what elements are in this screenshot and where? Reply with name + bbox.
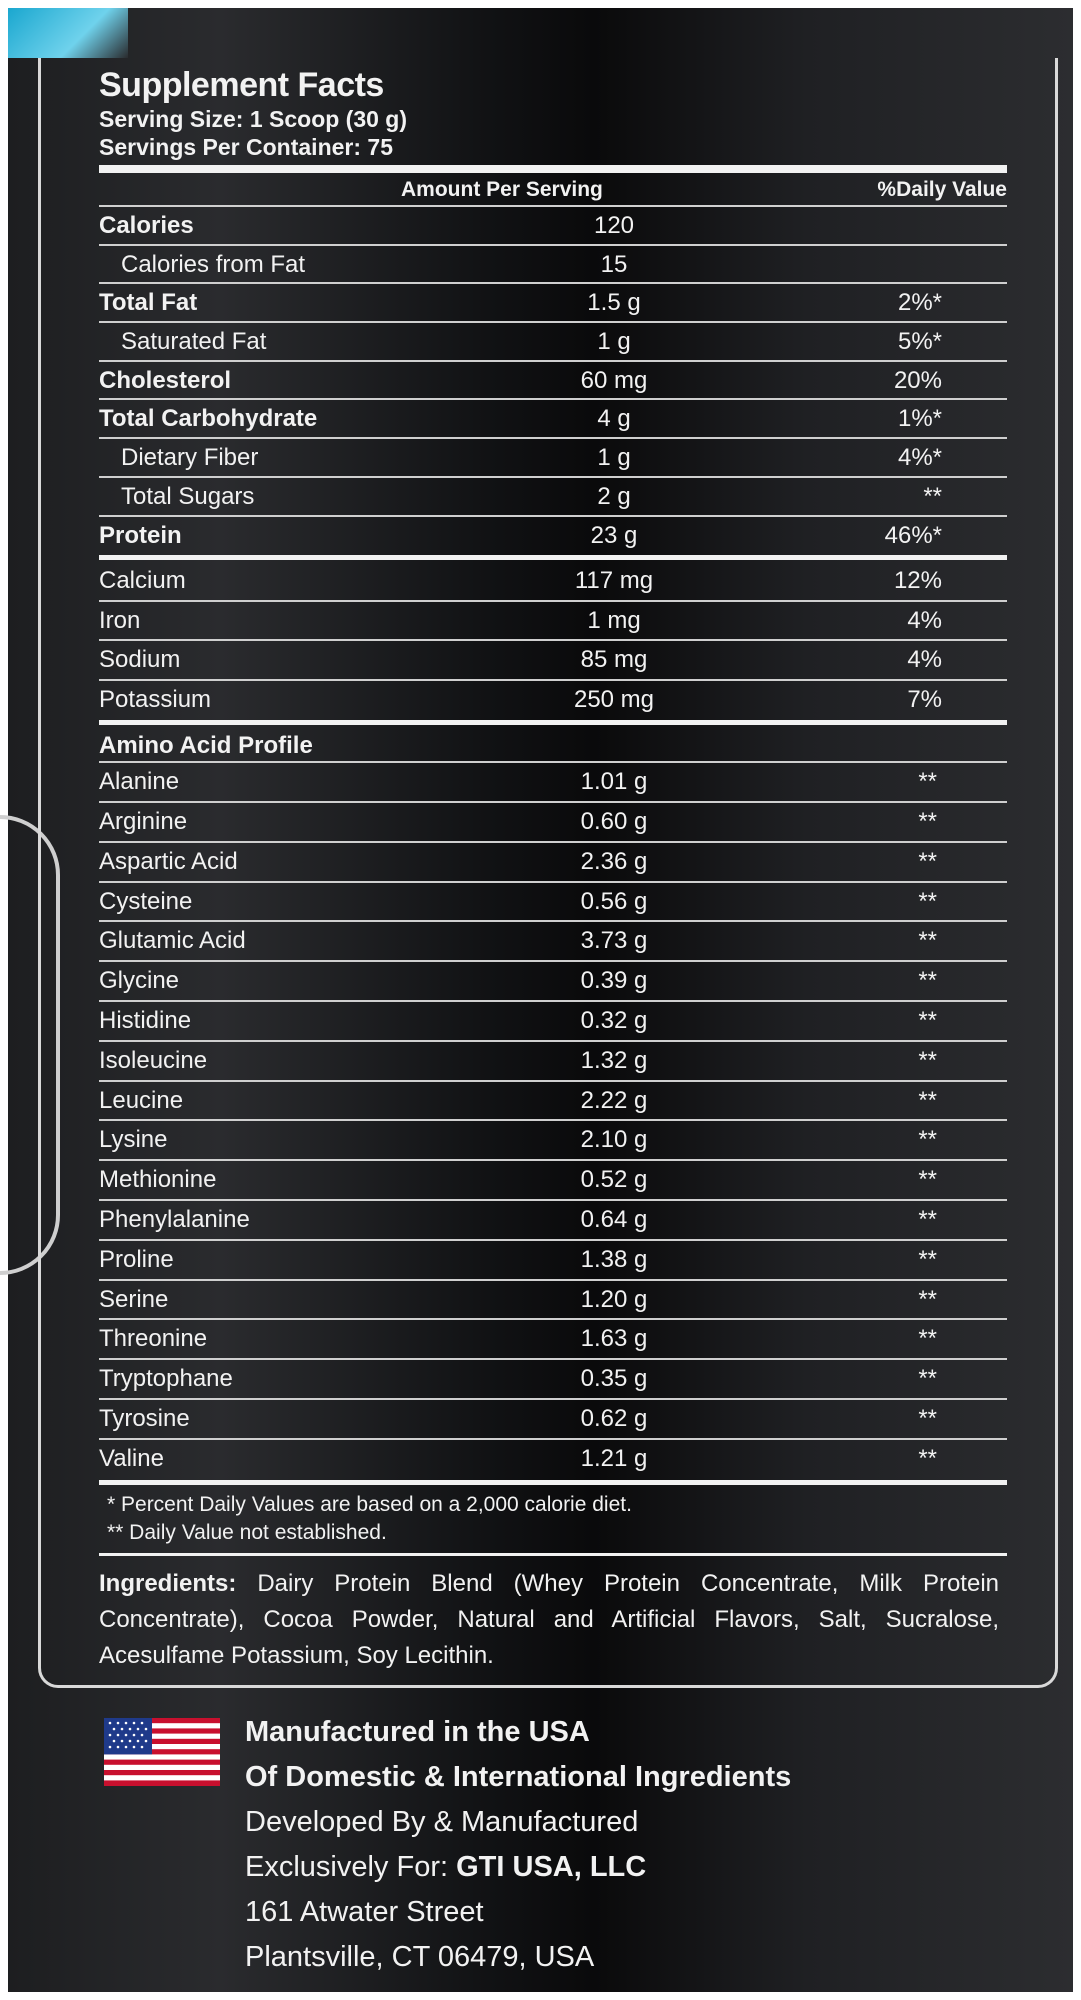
mineral-dv: 12% [893, 567, 942, 595]
amino-amount: 1.32 g [580, 1046, 648, 1074]
nutrient-dv: 1%* [897, 405, 942, 433]
nutrient-name: Total Sugars [121, 482, 255, 510]
amino-dv: ** [918, 807, 937, 835]
amino-row [99, 1360, 1007, 1400]
mineral-name: Potassium [99, 685, 212, 713]
mineral-name: Iron [99, 606, 141, 634]
amino-name: Leucine [99, 1086, 184, 1114]
mineral-amount: 250 mg [573, 685, 655, 713]
mineral-amount: 85 mg [580, 646, 648, 674]
thick-rule [99, 165, 1007, 173]
nutrient-name: Calories [99, 212, 194, 239]
amino-dv: ** [918, 1205, 937, 1233]
medium-rule [99, 1480, 1007, 1485]
nutrient-dv: 5%* [897, 328, 942, 356]
domestic-international: Of Domestic & International Ingredients [245, 1761, 792, 1793]
amino-name: Glutamic Acid [99, 927, 246, 955]
amino-name: Valine [99, 1444, 164, 1472]
ingredients [99, 1566, 999, 1674]
nutrient-amount: 1.5 g [587, 289, 641, 317]
nutrient-amount: 23 g [590, 521, 638, 549]
nutrient-row [99, 439, 1007, 478]
amino-amount: 2.36 g [580, 847, 648, 875]
nutrient-dv: 2%* [897, 289, 942, 317]
mineral-row [99, 602, 1007, 642]
nutrient-name: Total Carbohydrate [99, 405, 318, 433]
nutrient-amount: 15 [600, 250, 628, 278]
nutrient-name: Saturated Fat [121, 328, 267, 356]
amino-name: Lysine [99, 1126, 168, 1154]
amino-name: Alanine [99, 768, 180, 796]
amino-amount: 1.63 g [580, 1325, 648, 1353]
amino-row [99, 1320, 1007, 1360]
amino-row [99, 1042, 1007, 1082]
amino-name: Tyrosine [99, 1404, 190, 1432]
amino-dv: ** [918, 1166, 937, 1194]
dv-not-established-footnote: ** Daily Value not established. [107, 1520, 387, 1544]
nutrient-name: Protein [99, 521, 182, 549]
nutrient-amount: 4 g [597, 405, 631, 433]
exclusively-for-prefix: Exclusively For: [245, 1851, 457, 1883]
amino-dv: ** [918, 847, 937, 875]
mineral-name: Sodium [99, 646, 181, 674]
servings-per-container: Servings Per Container: 75 [99, 134, 393, 160]
amino-amount: 0.39 g [580, 967, 648, 995]
serving-size: Serving Size: 1 Scoop (30 g) [99, 106, 408, 132]
amino-dv: ** [918, 927, 937, 955]
amino-row [99, 1121, 1007, 1161]
amino-dv: ** [918, 1046, 937, 1074]
amino-amount: 1.01 g [580, 768, 648, 796]
amino-dv: ** [918, 887, 937, 915]
nutrient-row [99, 517, 1007, 554]
nutrient-amount: 60 mg [580, 366, 648, 394]
amino-dv: ** [918, 1006, 937, 1034]
amino-row [99, 1241, 1007, 1281]
amino-row [99, 962, 1007, 1002]
amino-name: Serine [99, 1285, 169, 1313]
amino-name: Tryptophane [99, 1365, 233, 1393]
label-artwork-edge [8, 8, 128, 58]
amino-row [99, 1400, 1007, 1440]
manufacturer-info [245, 1710, 791, 1980]
amino-row [99, 883, 1007, 923]
street-address: 161 Atwater Street [245, 1896, 484, 1928]
amino-row [99, 803, 1007, 843]
amino-amount: 0.52 g [580, 1166, 648, 1194]
mineral-row [99, 562, 1007, 602]
amino-name: Phenylalanine [99, 1205, 250, 1233]
amino-amount: 2.22 g [580, 1086, 648, 1114]
ingredients-label: Ingredients: [99, 1569, 237, 1597]
nutrient-amount: 2 g [597, 482, 631, 510]
percent-dv-footnote: * Percent Daily Values are based on a 2,000 calorie diet. [107, 1492, 632, 1516]
amino-row [99, 922, 1007, 962]
amino-amount: 1.21 g [580, 1444, 648, 1472]
amino-name: Histidine [99, 1006, 192, 1034]
medium-rule [99, 555, 1007, 560]
amino-row [99, 763, 1007, 803]
nutrient-name: Calories from Fat [121, 250, 306, 278]
nutrient-row [99, 246, 1007, 285]
amino-name: Aspartic Acid [99, 847, 238, 875]
nutrient-name: Total Fat [99, 289, 198, 317]
amount-per-serving-header: Amount Per Serving [401, 178, 603, 201]
nutrient-row [99, 207, 1007, 246]
nutrient-amount: 1 g [597, 444, 631, 472]
mineral-dv: 7% [907, 685, 942, 713]
amino-row [99, 1440, 1007, 1478]
amino-name: Methionine [99, 1166, 217, 1194]
amino-amount: 1.20 g [580, 1285, 648, 1313]
nutrient-row [99, 362, 1007, 401]
amino-amount: 0.60 g [580, 807, 648, 835]
amino-row [99, 1161, 1007, 1201]
nutrient-name: Dietary Fiber [121, 444, 259, 472]
developed-by: Developed By & Manufactured [245, 1806, 639, 1838]
footnotes [99, 1491, 1007, 1547]
made-in-usa: Manufactured in the USA [245, 1716, 590, 1748]
amino-name: Threonine [99, 1325, 208, 1353]
amino-amount: 3.73 g [580, 927, 648, 955]
amino-amount: 0.62 g [580, 1404, 648, 1432]
amino-amount: 0.32 g [580, 1006, 648, 1034]
mineral-amount: 1 mg [587, 606, 641, 634]
nutrient-name: Cholesterol [99, 366, 232, 394]
nutrient-dv: 4%* [897, 444, 942, 472]
amino-dv: ** [918, 1365, 937, 1393]
amino-dv: ** [918, 1126, 937, 1154]
amino-name: Isoleucine [99, 1046, 208, 1074]
amino-name: Proline [99, 1245, 174, 1273]
thin-rule [99, 1553, 1007, 1556]
company-name: GTI USA, LLC [456, 1851, 647, 1883]
amino-row [99, 1082, 1007, 1122]
nutrient-amount: 120 [593, 212, 635, 239]
amino-dv: ** [918, 768, 937, 796]
nutrient-amount: 1 g [597, 328, 631, 356]
amino-acid-profile-title [99, 727, 1007, 763]
daily-value-header: %Daily Value [877, 178, 1007, 201]
column-header [99, 175, 1007, 207]
amino-row [99, 843, 1007, 883]
amino-name: Arginine [99, 807, 188, 835]
ingredients-text: Dairy Protein Blend (Whey Protein Concentrate, Milk Protein Concentrate), Cocoa Powder, Natural and Artificial Flavors, Salt, Sucralose, Acesulfame Potassium, Soy Lecithin. [99, 1569, 999, 1669]
mineral-dv: 4% [907, 646, 942, 674]
mineral-amount: 117 mg [574, 567, 654, 595]
amino-dv: ** [918, 967, 937, 995]
amino-dv: ** [918, 1285, 937, 1313]
amino-amount: 2.10 g [580, 1126, 648, 1154]
nutrient-row [99, 478, 1007, 517]
nutrient-dv: 20% [893, 366, 942, 394]
mineral-row [99, 641, 1007, 681]
amino-row [99, 1201, 1007, 1241]
exclusively-for [245, 1845, 791, 1890]
amino-amount: 0.64 g [580, 1205, 648, 1233]
amino-row [99, 1281, 1007, 1321]
amino-dv: ** [918, 1325, 937, 1353]
mineral-name: Calcium [99, 567, 186, 595]
amino-dv: ** [918, 1086, 937, 1114]
mineral-dv: 4% [907, 606, 942, 634]
amino-acid-profile-label: Amino Acid Profile [99, 732, 313, 760]
medium-rule [99, 720, 1007, 725]
facts-title: Supplement Facts [99, 66, 384, 104]
nutrient-dv: 46%* [884, 521, 942, 549]
amino-amount: 0.35 g [580, 1365, 648, 1393]
amino-dv: ** [918, 1404, 937, 1432]
amino-amount: 1.38 g [580, 1245, 648, 1273]
supplement-facts-table [99, 65, 1007, 1674]
amino-name: Cysteine [99, 887, 193, 915]
nutrient-row [99, 400, 1007, 439]
city-state-zip: Plantsville, CT 06479, USA [245, 1941, 595, 1973]
amino-row [99, 1002, 1007, 1042]
amino-name: Glycine [99, 967, 180, 995]
nutrient-row [99, 323, 1007, 362]
mineral-row [99, 681, 1007, 719]
amino-dv: ** [918, 1245, 937, 1273]
us-flag-icon [104, 1718, 220, 1786]
nutrient-dv: ** [923, 482, 942, 510]
nutrient-row [99, 284, 1007, 323]
amino-amount: 0.56 g [580, 887, 648, 915]
amino-dv: ** [918, 1444, 937, 1472]
